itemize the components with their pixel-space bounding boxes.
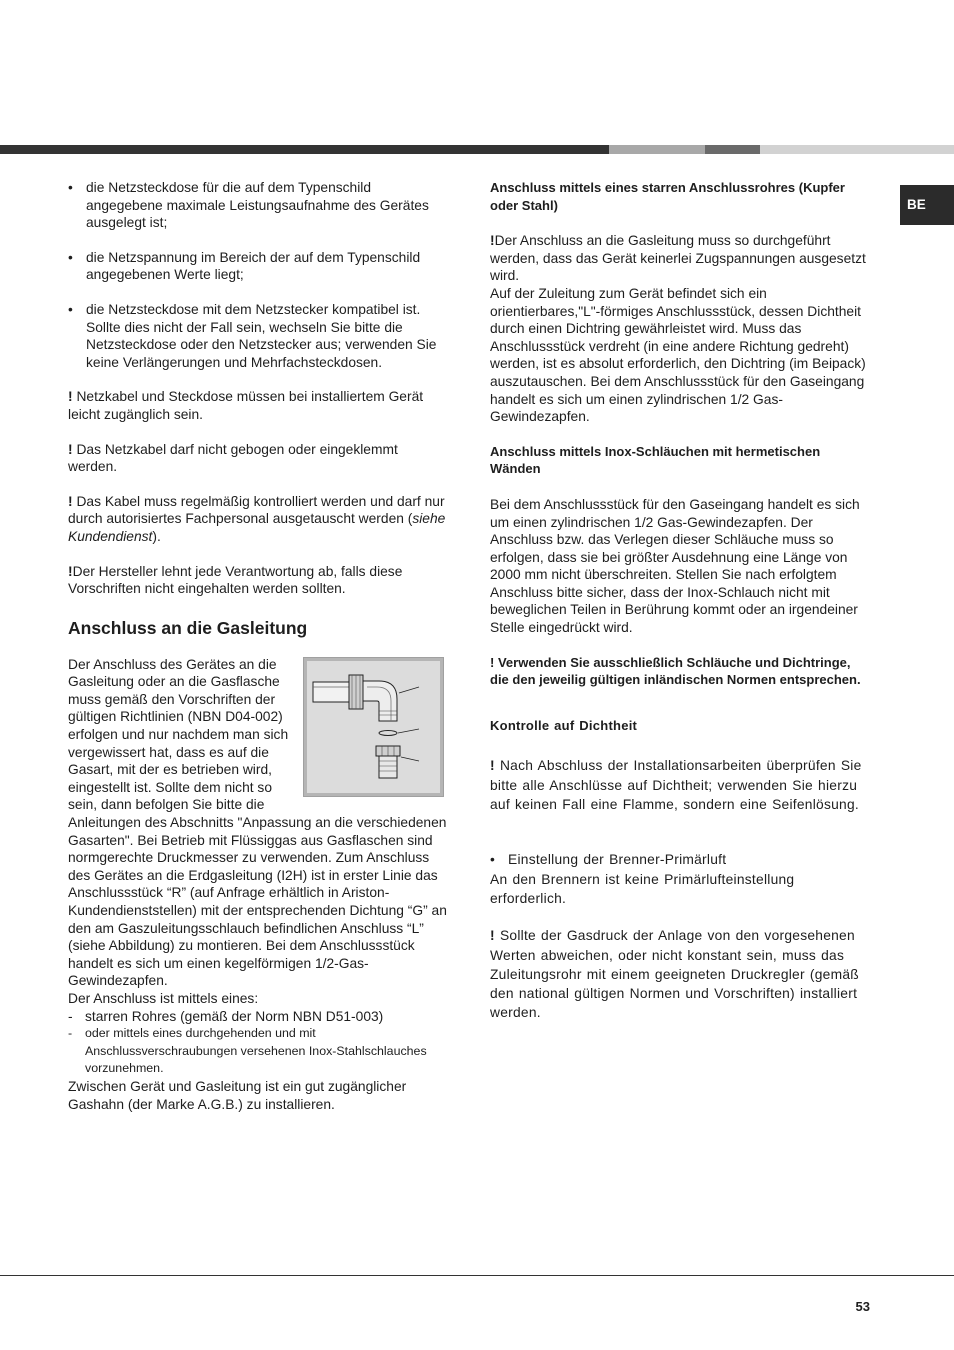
warning-mark-icon: ! — [68, 441, 73, 457]
warning-text: Das Netzkabel darf nicht gebogen oder eingeklemmt werden. — [68, 441, 398, 475]
bullet-text: die Netzspannung im Bereich der auf dem Typenschild angegebenen Werte liegt; — [86, 249, 421, 283]
header-bar-darkgrey-segment — [705, 145, 760, 154]
warning-note — [68, 493, 450, 546]
footer-rule — [0, 1275, 954, 1276]
inox-hose-paragraph: Bei dem Anschlussstück für den Gaseingang handelt es sich um einen zylindrischen 1/2 Gas-Gewindezapfen. Der Anschluss bzw. das Verlegen dieser Schläuche muss so erfolgen, dass sie bei größter Ausdehnung eine Länge von 2000 mm nicht überschreiten. Stellen Sie nach erfolgtem Anschluss bitte sicher, dass der Inox-Schlauch nicht mit beweglichen Teilen in Berührung kommt oder an irgendeiner Stelle eingedrückt wird. — [490, 496, 860, 636]
header-bar-grey-segment — [609, 145, 705, 154]
warning-note — [68, 388, 450, 423]
warning-note — [68, 441, 450, 476]
page-number: 53 — [855, 1299, 870, 1314]
gas-fitting-diagram-icon — [307, 661, 440, 793]
header-color-bar — [0, 145, 954, 154]
gas-paragraph: Zwischen Gerät und Gasleitung ist ein gut zugänglicher Gashahn (der Marke A.G.B.) zu installieren. — [68, 1078, 407, 1112]
inox-hose-heading: Anschluss mittels Inox-Schläuchen mit hermetischen Wänden — [490, 443, 821, 477]
warning-mark-icon: ! — [490, 928, 495, 944]
warning-text: Das Kabel muss regelmäßig kontrolliert werden und darf nur durch autorisiertes Fachpersonal ausgetauscht werden ( — [68, 493, 445, 527]
bullet-text: die Netzsteckdose für die auf dem Typenschild angegebene maximale Leistungsaufnahme des Gerätes ausgelegt ist; — [86, 180, 429, 231]
warning-note — [68, 563, 450, 598]
warning-text: Verwenden Sie ausschließlich Schläuche und Dichtringe, die den jeweilig gültigen inländischen Normen entsprechen. — [490, 654, 861, 688]
list-item — [68, 179, 450, 232]
warning-reference: siehe Kundendienst — [68, 511, 446, 544]
dash-text: oder mittels eines durchgehenden und mit Anschlussverschraubungen versehenen Inox-Stahlschlauches vorzunehmen. — [85, 1026, 427, 1076]
list-item — [68, 1008, 450, 1026]
leak-check-heading: Kontrolle auf Dichtheit — [490, 717, 638, 733]
bullet-icon: • — [68, 180, 73, 195]
right-column — [490, 179, 872, 1023]
section-title: Anschluss an die Gasleitung — [68, 617, 308, 638]
warning-mark-icon: ! — [68, 389, 73, 405]
bullet-icon: • — [68, 249, 73, 265]
warning-text: Netzkabel und Steckdose müssen bei installiertem Gerät leicht zugänglich sein. — [68, 389, 424, 422]
rigid-pipe-paragraph — [490, 232, 872, 285]
bullet-icon: • — [68, 301, 73, 317]
bullet-text: die Netzsteckdose mit dem Netzstecker kompatibel ist. Sollte dies nicht der Fall sein, wechseln Sie bitte die Netzsteckdose oder den Netzstecker aus; verwenden Sie keine Verlängerungen und Mehrfachsteckdosen. — [86, 301, 437, 370]
bullet-text: Einstellung der Brenner-Primärluft — [508, 852, 727, 868]
warning-mark-icon: ! — [490, 758, 495, 774]
warning-text: Der Anschluss an die Gasleitung muss so durchgeführt werden, dass das Gerät keinerlei Zugspannungen ausgesetzt wird. — [490, 233, 866, 284]
gas-connection-text — [68, 656, 450, 1113]
warning-mark-icon: ! — [490, 233, 495, 249]
dash-icon: - — [68, 1008, 73, 1024]
header-bar-dark-segment — [0, 145, 609, 154]
warning-text: Sollte der Gasdruck der Anlage von den vorgesehenen Werten abweichen, oder nicht konstant sein, muss das Zuleitungsrohr mit einem geeigneten Druckregler (gemäß den national gültigen Normen und Vorschriften) installiert werden. — [490, 928, 859, 1021]
warning-mark-icon: ! — [490, 654, 495, 670]
connector-illustration — [303, 657, 444, 797]
dash-text: starren Rohres (gemäß der Norm NBN D51-003) — [85, 1008, 384, 1024]
warning-mark-icon: ! — [68, 563, 73, 579]
left-column — [68, 179, 450, 1113]
gas-pressure-paragraph — [490, 926, 872, 1022]
list-item — [490, 850, 872, 869]
rigid-pipe-paragraph: Auf der Zuleitung zum Gerät befindet sich ein orientierbares,"L"-förmiges Anschlussstück, dessen Dichtheit durch einen Dichtring gewährleistet wird. Muss das Anschlussstück verdreht (in eine andere Richtung gedreht) werden, ist es absolut erforderlich, den Dichtring (im Beipack) auszutauschen. Bei dem Anschlussstück für den Gaseingang handelt es sich um einen zylindrischen 1/2 Gas-Gewindezapfen. — [490, 285, 866, 425]
leak-check-paragraph — [490, 756, 872, 814]
warning-mark-icon: ! — [68, 493, 73, 509]
warning-text-end: ). — [152, 528, 161, 544]
rigid-pipe-heading: Anschluss mittels eines starren Anschlussrohres (Kupfer oder Stahl) — [490, 180, 845, 213]
list-item — [68, 249, 450, 284]
language-tab: BE — [900, 185, 954, 225]
gas-paragraph: Der Anschluss ist mittels eines: — [68, 990, 259, 1006]
list-item — [68, 1025, 450, 1078]
dash-icon: - — [68, 1026, 73, 1041]
bullet-icon: • — [490, 852, 496, 868]
header-bar-lightgrey-segment — [760, 145, 954, 154]
warning-text: Nach Abschluss der Installationsarbeiten überprüfen Sie bitte alle Anschlüsse auf Dichtheit; verwenden Sie hierzu auf keinen Fall eine Flamme, sondern eine Seifenlösung. — [490, 758, 862, 813]
gas-paragraph: Der Anschluss des Gerätes an die Gasleitung oder an die Gasflasche muss gemäß den Vorschriften der gültigen Richtlinien (NBN D04-002) erfolgen und nur nachdem man sich vergewissert hat, dass es auf die Gasart, mit der es betrieben wird, eingestellt ist. Sollte dem nicht so sein, dann befolgen Sie bitte die Anleitungen des Abschnitts "Anpassung an die verschiedenen Gasarten". Bei Betrieb mit Flüssiggas aus Gasflaschen sind normgerechte Druckmesser zu verwenden. Zum Anschluss des Gerätes an die Erdgasleitung (I2H) ist in erster Linie das Anschlussstück “R” (auf Anfrage erhältlich in Ariston-Kundendienststellen) mit der entsprechenden Dichtung “G” an den am Gaszuleitungsschlauch befindlichen Anschluss “L” (siehe Abbildung) zu montieren. Bei dem Anschlussstück handelt es sich um einen kegelförmigen 1/2-Gas-Gewindezapfen. — [68, 656, 447, 989]
bold-warning — [490, 654, 872, 689]
warning-text: Der Hersteller lehnt jede Verantwortung ab, falls diese Vorschriften nicht eingehalten werden sollten. — [68, 563, 403, 597]
list-item — [68, 301, 450, 371]
primary-air-paragraph: An den Brennern ist keine Primärlufteinstellung erforderlich. — [490, 871, 795, 906]
